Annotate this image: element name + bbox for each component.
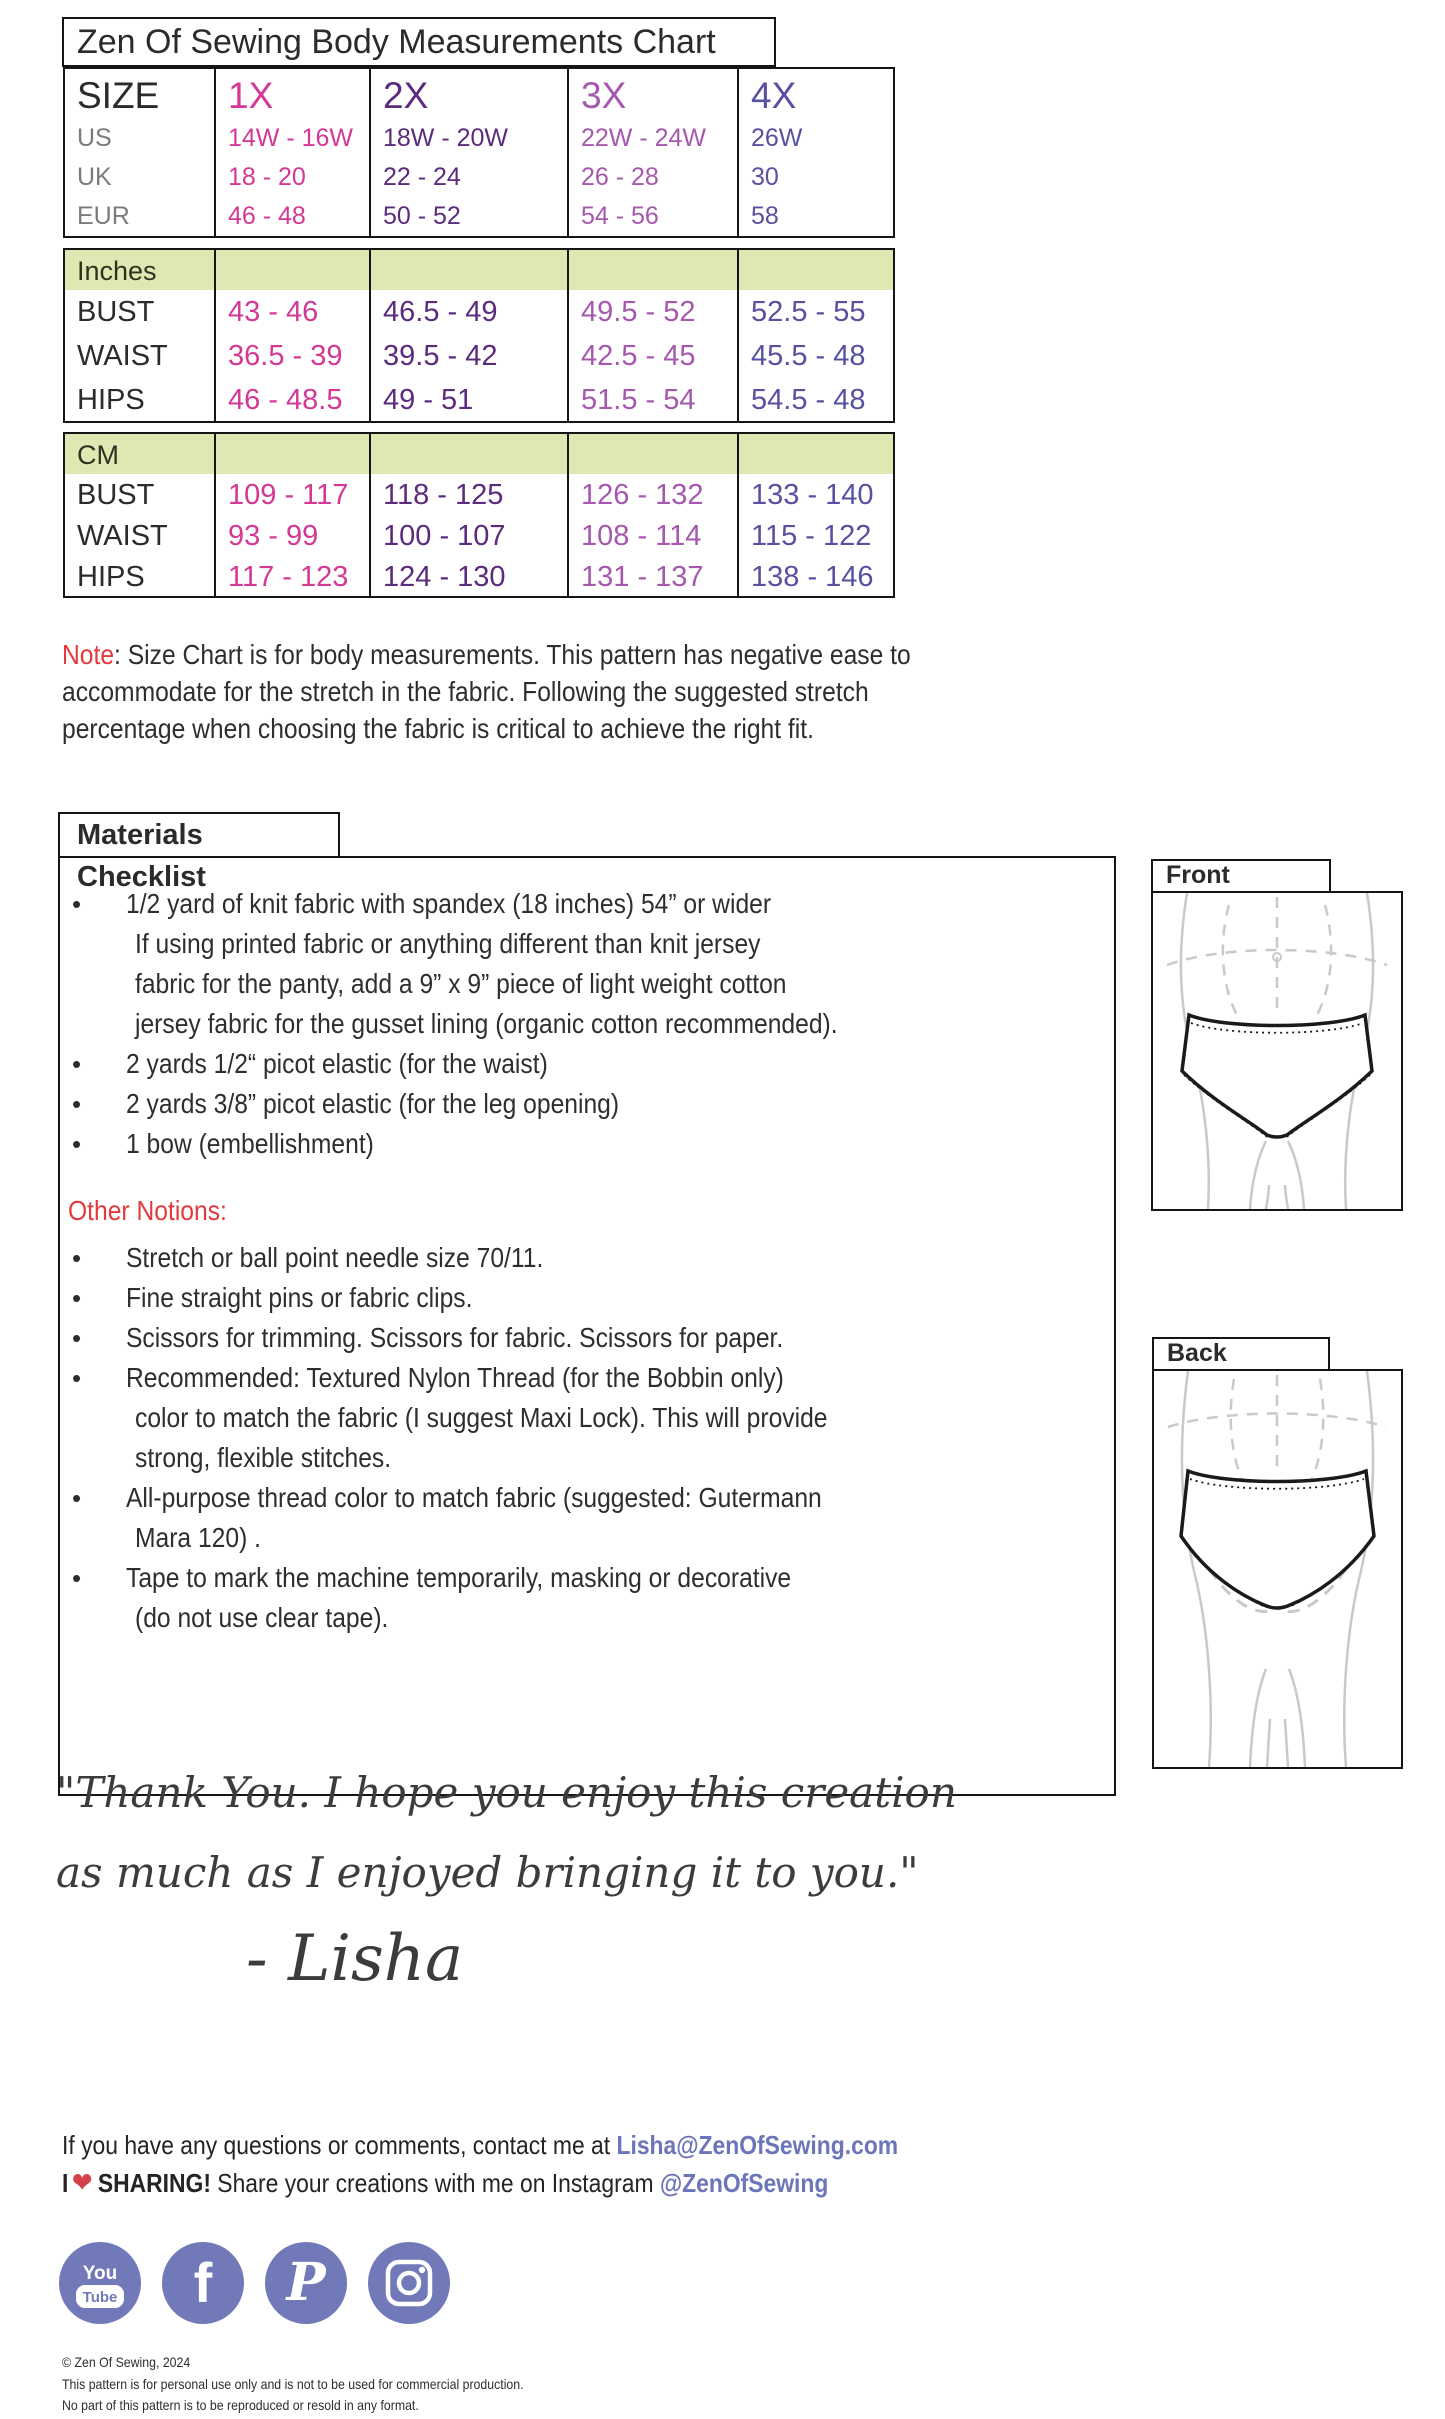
hips-cm: 117 - 123 bbox=[228, 561, 349, 593]
back-diagram-header bbox=[1152, 1337, 1330, 1371]
cm-column-1x bbox=[214, 434, 369, 596]
notion-line: Fine straight pins or fabric clips. bbox=[126, 1282, 473, 1313]
size-label: 1X bbox=[228, 75, 274, 116]
copyright-footer bbox=[62, 2352, 587, 2417]
waist-inches: 39.5 - 42 bbox=[383, 340, 498, 372]
note-line1: : Size Chart is for body measurements. This pattern has negative ease to bbox=[114, 639, 911, 670]
bullet-icon: • bbox=[72, 1049, 82, 1079]
checklist-line: jersey fabric for the gusset lining (organic cotton recommended). bbox=[135, 1008, 838, 1039]
notion-line: color to match the fabric (I suggest Maxi Lock). This will provide bbox=[135, 1402, 828, 1433]
back-panty-illustration bbox=[1154, 1371, 1401, 1767]
youtube-icon-text-bottom: Tube bbox=[82, 2289, 118, 2306]
waist-cm: 108 - 114 bbox=[581, 520, 702, 552]
front-label: Front bbox=[1166, 861, 1230, 889]
notion-line: All-purpose thread color to match fabric (suggested: Gutermann bbox=[126, 1482, 822, 1513]
hips-inches: 54.5 - 48 bbox=[751, 384, 866, 416]
bust-inches: 46.5 - 49 bbox=[383, 296, 498, 328]
email-link[interactable]: Lisha@ZenOfSewing.com bbox=[616, 2130, 899, 2160]
bullet-icon: • bbox=[72, 1129, 82, 1159]
materials-checklist-box bbox=[58, 856, 1116, 1796]
notion-item bbox=[60, 1238, 1114, 1278]
bullet-icon: • bbox=[72, 1089, 82, 1119]
bust-inches: 52.5 - 55 bbox=[751, 296, 866, 328]
inches-column-4x bbox=[737, 250, 893, 421]
pinterest-icon[interactable]: P bbox=[265, 2242, 347, 2324]
notion-line: Recommended: Textured Nylon Thread (for the Bobbin only) bbox=[126, 1362, 784, 1393]
size-chart-label-column bbox=[65, 69, 214, 236]
uk-size: 30 bbox=[751, 163, 779, 191]
size-chart-sizes-section bbox=[63, 67, 895, 238]
bust-cm: 126 - 132 bbox=[581, 479, 704, 511]
us-size: 22W - 24W bbox=[581, 124, 707, 152]
eur-size: 54 - 56 bbox=[581, 202, 659, 230]
checklist-item bbox=[60, 1084, 1114, 1124]
note-label: Note bbox=[62, 639, 115, 670]
inches-column-2x bbox=[369, 250, 567, 421]
notion-item bbox=[60, 1558, 1114, 1638]
bullet-icon: • bbox=[72, 1563, 82, 1593]
heart-icon: ❤ bbox=[71, 2167, 93, 2198]
size-column-2x bbox=[369, 69, 567, 236]
size-note bbox=[62, 636, 1026, 747]
footer-line3: No part of this pattern is to be reproduced or resold in any format. bbox=[62, 2397, 419, 2413]
eur-size: 46 - 48 bbox=[228, 202, 306, 230]
row-label-uk: UK bbox=[77, 163, 112, 191]
sharing-bold: SHARING! bbox=[97, 2168, 211, 2198]
waist-cm: 115 - 122 bbox=[751, 520, 872, 552]
inches-column-3x bbox=[567, 250, 737, 421]
uk-size: 26 - 28 bbox=[581, 163, 659, 191]
cm-band-label: CM bbox=[65, 434, 214, 474]
hips-cm: 131 - 137 bbox=[581, 561, 704, 593]
bullet-icon: • bbox=[72, 1283, 82, 1313]
cm-column-4x bbox=[737, 434, 893, 596]
bust-cm: 109 - 117 bbox=[228, 479, 349, 511]
inches-band-label: Inches bbox=[65, 250, 214, 290]
size-column-3x bbox=[567, 69, 737, 236]
row-label-bust: BUST bbox=[77, 296, 155, 328]
footer-line1: © Zen Of Sewing, 2024 bbox=[62, 2354, 191, 2370]
cm-column-3x bbox=[567, 434, 737, 596]
contact-text: If you have any questions or comments, contact me at bbox=[62, 2130, 617, 2160]
waist-cm: 93 - 99 bbox=[228, 520, 319, 552]
notion-line: (do not use clear tape). bbox=[135, 1602, 389, 1633]
notion-line: strong, flexible stitches. bbox=[135, 1442, 392, 1473]
cm-label-column bbox=[65, 434, 214, 596]
back-label: Back bbox=[1167, 1339, 1227, 1367]
youtube-icon-text-top: You bbox=[82, 2263, 118, 2284]
checklist-line: If using printed fabric or anything different than knit jersey bbox=[135, 928, 761, 959]
row-label-eur: EUR bbox=[77, 202, 130, 230]
size-column-1x bbox=[214, 69, 369, 236]
notion-line: Tape to mark the machine temporarily, masking or decorative bbox=[126, 1562, 792, 1593]
thank-you-quote-line1: "Thank You. I hope you enjoy this creation bbox=[56, 1768, 957, 1817]
bullet-icon: • bbox=[72, 1243, 82, 1273]
youtube-icon[interactable] bbox=[59, 2242, 141, 2324]
checklist-item bbox=[60, 1044, 1114, 1084]
size-chart-cm-section bbox=[63, 432, 895, 598]
checklist-line: 1/2 yard of knit fabric with spandex (18 inches) 54” or wider bbox=[126, 888, 772, 919]
eur-size: 58 bbox=[751, 202, 779, 230]
notion-line: Stretch or ball point needle size 70/11. bbox=[126, 1242, 544, 1273]
checklist-line: 2 yards 1/2“ picot elastic (for the waist) bbox=[126, 1048, 548, 1079]
page-title: Zen Of Sewing Body Measurements Chart bbox=[77, 23, 716, 61]
front-diagram bbox=[1151, 891, 1403, 1211]
bust-inches: 43 - 46 bbox=[228, 296, 319, 328]
size-column-4x bbox=[737, 69, 893, 236]
hips-inches: 51.5 - 54 bbox=[581, 384, 696, 416]
sharing-line bbox=[62, 2166, 933, 2199]
hips-cm: 124 - 130 bbox=[383, 561, 506, 593]
notion-item bbox=[60, 1278, 1114, 1318]
note-line2: accommodate for the stretch in the fabric. Following the suggested stretch bbox=[62, 676, 869, 707]
waist-cm: 100 - 107 bbox=[383, 520, 506, 552]
checklist-line: fabric for the panty, add a 9” x 9” piece of light weight cotton bbox=[135, 968, 787, 999]
row-label-hips: HIPS bbox=[77, 384, 145, 416]
us-size: 26W bbox=[751, 124, 803, 152]
size-label: 2X bbox=[383, 75, 429, 116]
uk-size: 18 - 20 bbox=[228, 163, 306, 191]
row-label-bust: BUST bbox=[77, 479, 155, 511]
front-panty-illustration bbox=[1153, 893, 1401, 1209]
sharing-prefix: I bbox=[62, 2168, 69, 2198]
notion-line: Mara 120) . bbox=[135, 1522, 261, 1553]
cm-column-2x bbox=[369, 434, 567, 596]
instagram-icon[interactable] bbox=[368, 2242, 450, 2324]
waist-inches: 42.5 - 45 bbox=[581, 340, 696, 372]
row-label-hips: HIPS bbox=[77, 561, 145, 593]
row-label-waist: WAIST bbox=[77, 520, 168, 552]
waist-inches: 45.5 - 48 bbox=[751, 340, 866, 372]
instagram-handle-link[interactable]: @ZenOfSewing bbox=[659, 2168, 829, 2198]
notion-item bbox=[60, 1358, 1114, 1478]
size-chart-inches-section bbox=[63, 248, 895, 423]
chart-title-box bbox=[62, 17, 776, 67]
signature: - Lisha bbox=[246, 1922, 464, 1996]
row-label-size: SIZE bbox=[77, 75, 160, 116]
note-line3: percentage when choosing the fabric is critical to achieve the right fit. bbox=[62, 713, 814, 744]
footer-line2: This pattern is for personal use only and is not to be used for commercial production. bbox=[62, 2375, 524, 2392]
inches-label-column bbox=[65, 250, 214, 421]
notion-item bbox=[60, 1478, 1114, 1558]
back-diagram bbox=[1152, 1369, 1403, 1769]
checklist-item bbox=[60, 884, 1114, 1044]
uk-size: 22 - 24 bbox=[383, 163, 461, 191]
thank-you-quote-line2: as much as I enjoyed bringing it to you." bbox=[56, 1848, 919, 1897]
inches-column-1x bbox=[214, 250, 369, 421]
checklist-item bbox=[60, 1124, 1114, 1164]
facebook-icon[interactable]: f bbox=[162, 2242, 244, 2324]
bullet-icon: • bbox=[72, 1363, 82, 1393]
hips-inches: 46 - 48.5 bbox=[228, 384, 343, 416]
size-label: 3X bbox=[581, 75, 627, 116]
hips-inches: 49 - 51 bbox=[383, 384, 474, 416]
bust-cm: 118 - 125 bbox=[383, 479, 504, 511]
bust-inches: 49.5 - 52 bbox=[581, 296, 696, 328]
checklist-line: 2 yards 3/8” picot elastic (for the leg opening) bbox=[126, 1088, 620, 1119]
us-size: 14W - 16W bbox=[228, 124, 354, 152]
waist-inches: 36.5 - 39 bbox=[228, 340, 343, 372]
materials-checklist-title: Materials Checklist bbox=[77, 819, 206, 893]
us-size: 18W - 20W bbox=[383, 124, 509, 152]
notion-line: Scissors for trimming. Scissors for fabric. Scissors for paper. bbox=[126, 1322, 784, 1353]
eur-size: 50 - 52 bbox=[383, 202, 461, 230]
bullet-icon: • bbox=[72, 1323, 82, 1353]
front-diagram-header bbox=[1151, 859, 1331, 893]
sharing-text: Share your creations with me on Instagram bbox=[210, 2168, 660, 2198]
contact-line bbox=[62, 2130, 1012, 2161]
notion-item bbox=[60, 1318, 1114, 1358]
bullet-icon: • bbox=[72, 1483, 82, 1513]
checklist-line: 1 bow (embellishment) bbox=[126, 1128, 374, 1159]
size-label: 4X bbox=[751, 75, 797, 116]
bullet-icon: • bbox=[72, 889, 82, 919]
other-notions-heading: Other Notions: bbox=[68, 1195, 227, 1226]
hips-cm: 138 - 146 bbox=[751, 561, 874, 593]
bust-cm: 133 - 140 bbox=[751, 479, 874, 511]
row-label-us: US bbox=[77, 124, 112, 152]
materials-checklist-header bbox=[58, 812, 340, 893]
row-label-waist: WAIST bbox=[77, 340, 168, 372]
